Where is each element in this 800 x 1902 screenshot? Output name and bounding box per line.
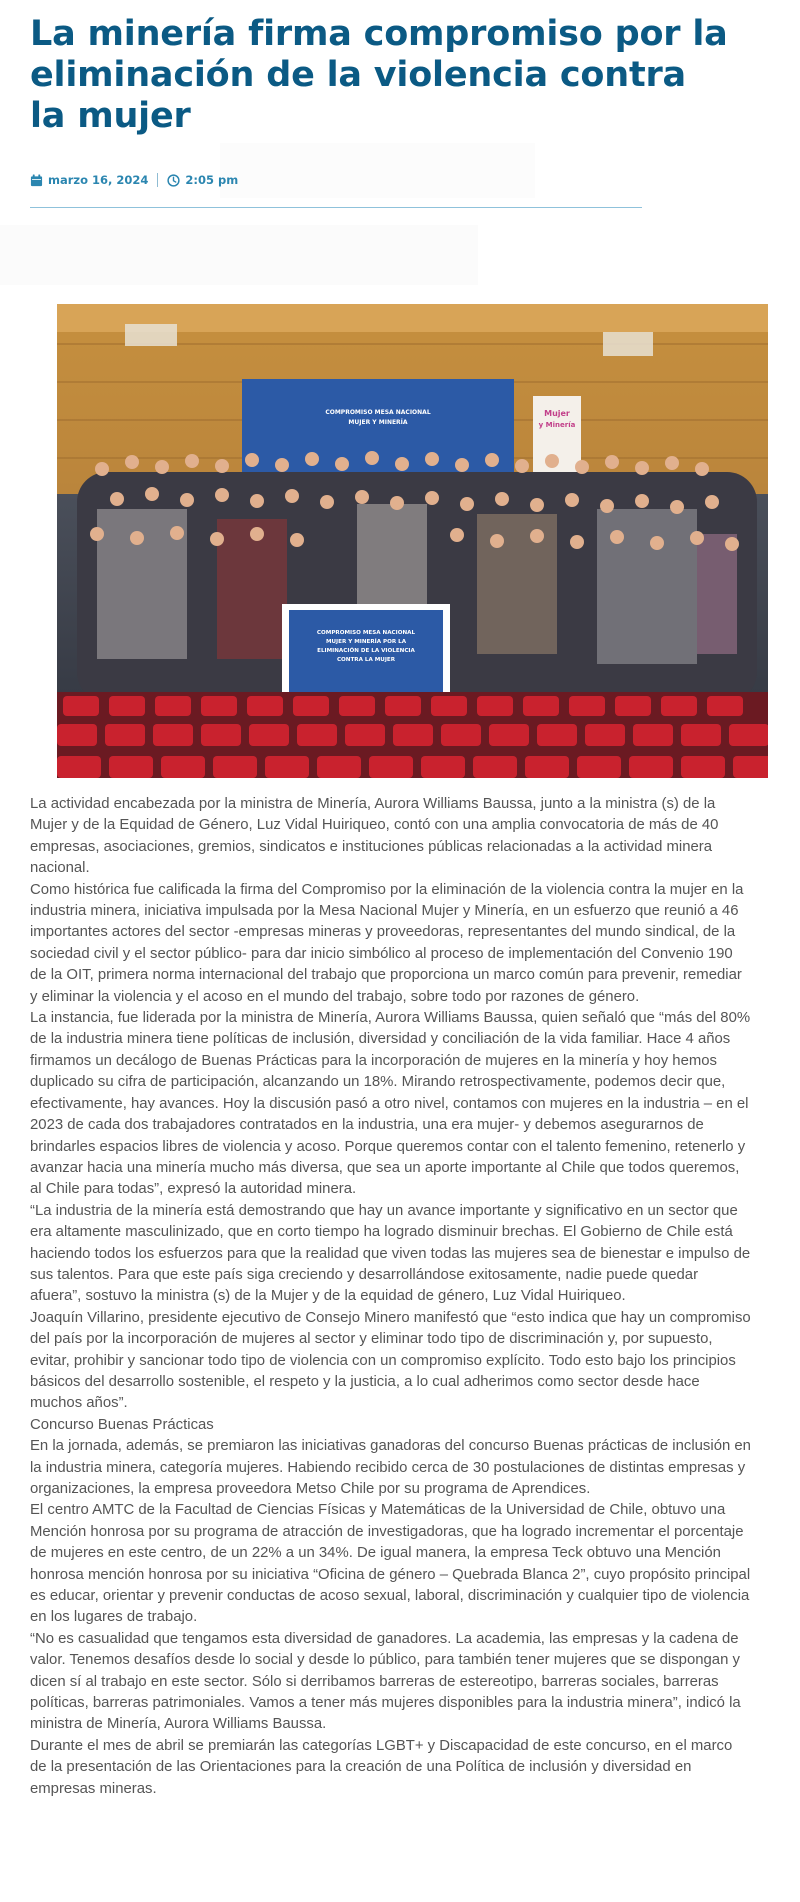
blank-overlay: [0, 225, 478, 285]
paragraph: En la jornada, además, se premiaron las iniciativas ganadoras del concurso Buenas prácticas de inclusión en la industria minera, categoría mujeres. Habiendo recibido cerca de 30 postulaciones de distintas empresas y organizaciones, la empresa proveedora Metso Chile por su programa de Aprendices.: [30, 1438, 751, 1497]
svg-text:ELIMINACIÓN DE LA VIOLENCIA: ELIMINACIÓN DE LA VIOLENCIA: [317, 648, 415, 654]
article-body: [30, 794, 752, 1800]
svg-text:COMPROMISO MESA NACIONAL: COMPROMISO MESA NACIONAL: [325, 409, 431, 416]
side-banner-text-2: y Minería: [538, 421, 576, 429]
article-time[interactable]: 2:05 pm: [185, 173, 239, 187]
svg-text:MUJER Y MINERÍA: MUJER Y MINERÍA: [348, 419, 408, 426]
paragraph: Como histórica fue calificada la firma del Compromiso por la eliminación de la violencia contra la mujer en la industria minera, iniciativa impulsada por la Mesa Nacional Mujer y Minería, en un esfuerzo que reunió a 46 importantes actores del sector -empresas mineras y proveedoras, representantes del mundo sindical, de la sociedad civil y el sector público- para dar inicio simbólico al proceso de implementación del Convenio 190 de la OIT, primera norma internacional del trabajo que proporciona un marco común para prevenir, remediar y eliminar la violencia y el acoso en el mundo del trabajo, sobre todo por razones de género.: [30, 881, 744, 1005]
paragraph: Durante el mes de abril se premiarán las categorías LGBT+ y Discapacidad de este concurso, en el marco de la presentación de las Orientaciones para la creación de una Política de inclusión y diversidad en empresas mineras.: [30, 1737, 733, 1797]
clock-icon: [167, 174, 180, 187]
svg-text:MUJER Y MINERÍA POR LA: MUJER Y MINERÍA POR LA: [325, 639, 407, 645]
paragraph: Joaquín Villarino, presidente ejecutivo de Consejo Minero manifestó que “esto indica que hay un compromiso del país por la incorporación de mujeres al sector y eliminar todo tipo de discriminación y, por supuesto, evitar, prohibir y sancionar todo tipo de violencia con un compromiso explícito. Todo esto bajo los principios básicos del desarrollo sostenible, el respeto y la justicia, a lo cual adherimos como sector desde hace muchos años”.: [30, 1309, 751, 1412]
article-meta: [30, 172, 238, 188]
article-photo: [57, 304, 768, 778]
svg-text:CONTRA LA MUJER: CONTRA LA MUJER: [336, 657, 396, 663]
paragraph: La instancia, fue liderada por la ministra de Minería, Aurora Williams Baussa, quien señaló que “más del 80% de la industria minera tiene políticas de inclusión, diversidad y conciliación de la vida familiar. Hace 4 años firmamos un decálogo de Buenas Prácticas para la incorporación de mujeres en la minería y hoy hemos duplicado su cifra de participación, alcanzando un 18%. Mirando retrospectivamente, podemos decir que, efectivamente, hay avances. Hoy la discusión pasó a otro nivel, contamos con mujeres en la industria – en el 2023 de cada dos trabajadores contratados en la industria, una era mujer- y debemos asegurarnos de brindarles espacios libres de violencia y acoso. Porque queremos contar con el talento femenino, retenerlo y avanzar hacia una minería mucho más diversa, que sea un aporte importante al Chile que todos queremos, al Chile para todas”, expresó la autoridad minera.: [30, 1010, 751, 1198]
meta-separator: [157, 173, 158, 187]
meta-divider: [30, 207, 642, 208]
blank-overlay: [220, 143, 535, 198]
section-subheading: Concurso Buenas Prácticas: [30, 1416, 214, 1433]
paragraph: “La industria de la minería está demostrando que hay un avance importante y significativo en un sector que era altamente masculinizado, que en corto tiempo ha logrado disminuir brechas. El Gobierno de Chile está haciendo todos los esfuerzos para que la realidad que viven todas las mujeres sea de bienestar e impulso de sus talentos. Para que este país siga creciendo y desarrollándose exitosamente, nadie puede quedar afuera”, sostuvo la ministra (s) de la Mujer y de la equidad de género, Luz Vidal Huiriqueo.: [30, 1202, 751, 1305]
paragraph: “No es casualidad que tengamos esta diversidad de ganadores. La academia, las empresas y la cadena de valor. Tenemos desafíos desde lo social y desde lo público, para también tener mujeres que se dispongan y dicen sí al trabajo en este sector. Sólo si derribamos barreras de estereotipo, barreras sociales, barreras políticas, barreras patrimoniales. Vamos a tener más mujeres disponibles para la industria minera”, indicó la ministra de Minería, Aurora Williams Baussa.: [30, 1630, 741, 1733]
side-banner-text-1: Mujer: [544, 409, 570, 418]
calendar-icon: [30, 174, 43, 187]
article-date[interactable]: marzo 16, 2024: [48, 173, 149, 187]
paragraph: El centro AMTC de la Facultad de Ciencias Físicas y Matemáticas de la Universidad de Chile, obtuvo una Mención honrosa por su programa de atracción de investigadoras, que ha logrado incrementar el porcentaje de mujeres en este centro, de un 22% a un 34%. De igual manera, la empresa Teck obtuvo una Mención honrosa mención honrosa por su iniciativa “Oficina de género – Quebrada Blanca 2”, cuyo propósito principal es educar, orientar y prevenir conductas de acoso sexual, laboral, discriminación y cualquier tipo de violencia en los lugares de trabajo.: [30, 1502, 751, 1626]
article-title: La minería firma compromiso por la eliminación de la violencia contra la mujer: [30, 14, 728, 136]
svg-text:COMPROMISO MESA NACIONAL: COMPROMISO MESA NACIONAL: [316, 630, 416, 636]
paragraph: La actividad encabezada por la ministra de Minería, Aurora Williams Baussa, junto a la ministra (s) de la Mujer y de la Equidad de Género, Luz Vidal Huiriqueo, contó con una amplia convocatoria de más de 40 empresas, asociaciones, gremios, sindicatos e instituciones públicas relacionadas a la actividad minera nacional.: [30, 796, 719, 877]
